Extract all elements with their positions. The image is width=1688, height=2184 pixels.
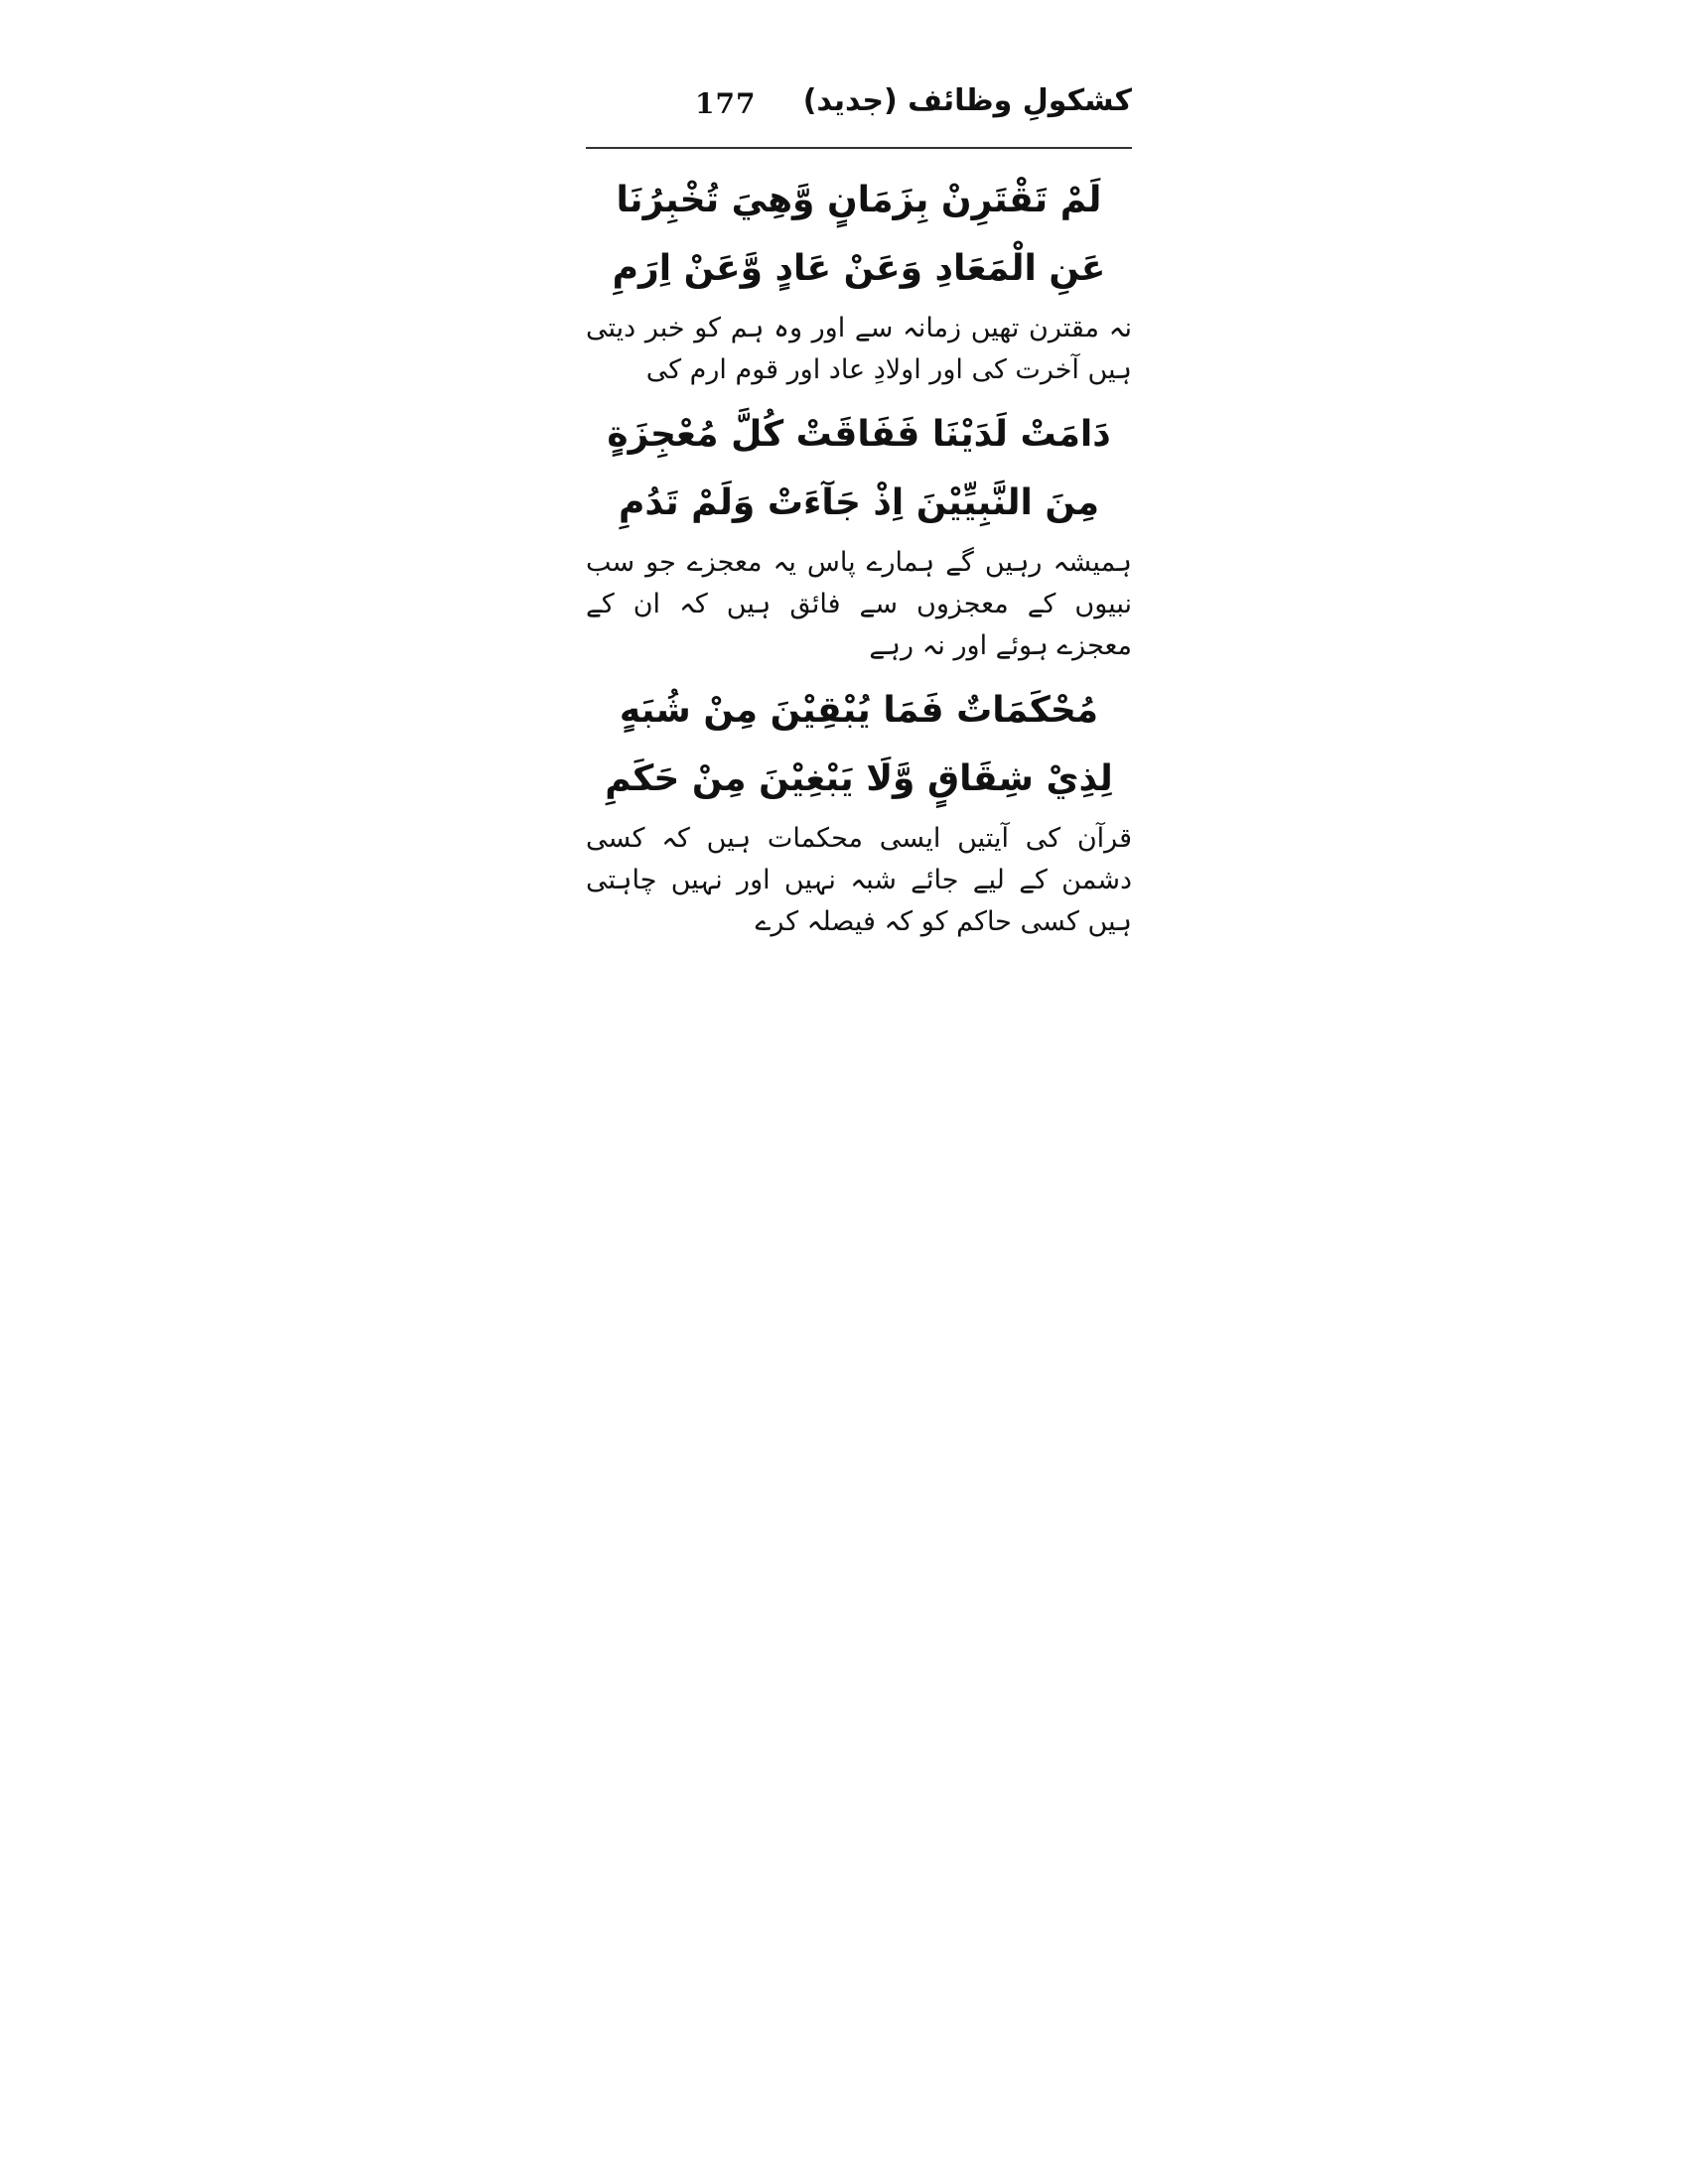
arabic-verse-line: مُحْكَمَاتٌ فَمَا يُبْقِيْنَ مِنْ شُبَهٍ (619, 689, 1099, 731)
urdu-translation: ہمیشہ رہیں گے ہمارے پاس یہ معجزے جو سب نبیوں کے معجزوں سے فائق ہیں کہ ان کے معجزے ہوئے اور نہ رہے (586, 547, 1132, 662)
arabic-verse-line: لِذِيْ شِقَاقٍ وَّلَا يَبْغِيْنَ مِنْ حَكَمِ (605, 758, 1113, 800)
arabic-verse-line: عَنِ الْمَعَادِ وَعَنْ عَادٍ وَّعَنْ اِرَمِ (612, 248, 1106, 290)
book-title: کشکولِ وظائف (جدید) (802, 83, 1132, 118)
arabic-verse-line: مِنَ النَّبِيِّيْنَ اِذْ جَآءَتْ وَلَمْ تَدُمِ (618, 482, 1100, 524)
page-number: 177 (695, 87, 757, 120)
urdu-translation: قرآن کی آیتیں ایسی محکمات ہیں کہ کسی دشمن کے لیے جائے شبہ نہیں اور نہیں چاہتی ہیں کسی حاکم کو کہ فیصلہ کرے (586, 823, 1132, 938)
urdu-translation: نہ مقترن تھیں زمانہ سے اور وہ ہم کو خبر دیتی ہیں آخرت کی اور اولادِ عاد اور قوم ارم کی (586, 313, 1132, 386)
arabic-verse-line: لَمْ تَقْتَرِنْ بِزَمَانٍ وَّهِيَ تُخْبِرُنَا (616, 180, 1102, 220)
page-column (586, 69, 1132, 953)
arabic-verse-line: دَامَتْ لَدَيْنَا فَفَاقَتْ كُلَّ مُعْجِزَةٍ (607, 414, 1111, 456)
verse-block (586, 167, 1132, 943)
running-header (586, 69, 1132, 139)
header-rule (586, 147, 1132, 149)
